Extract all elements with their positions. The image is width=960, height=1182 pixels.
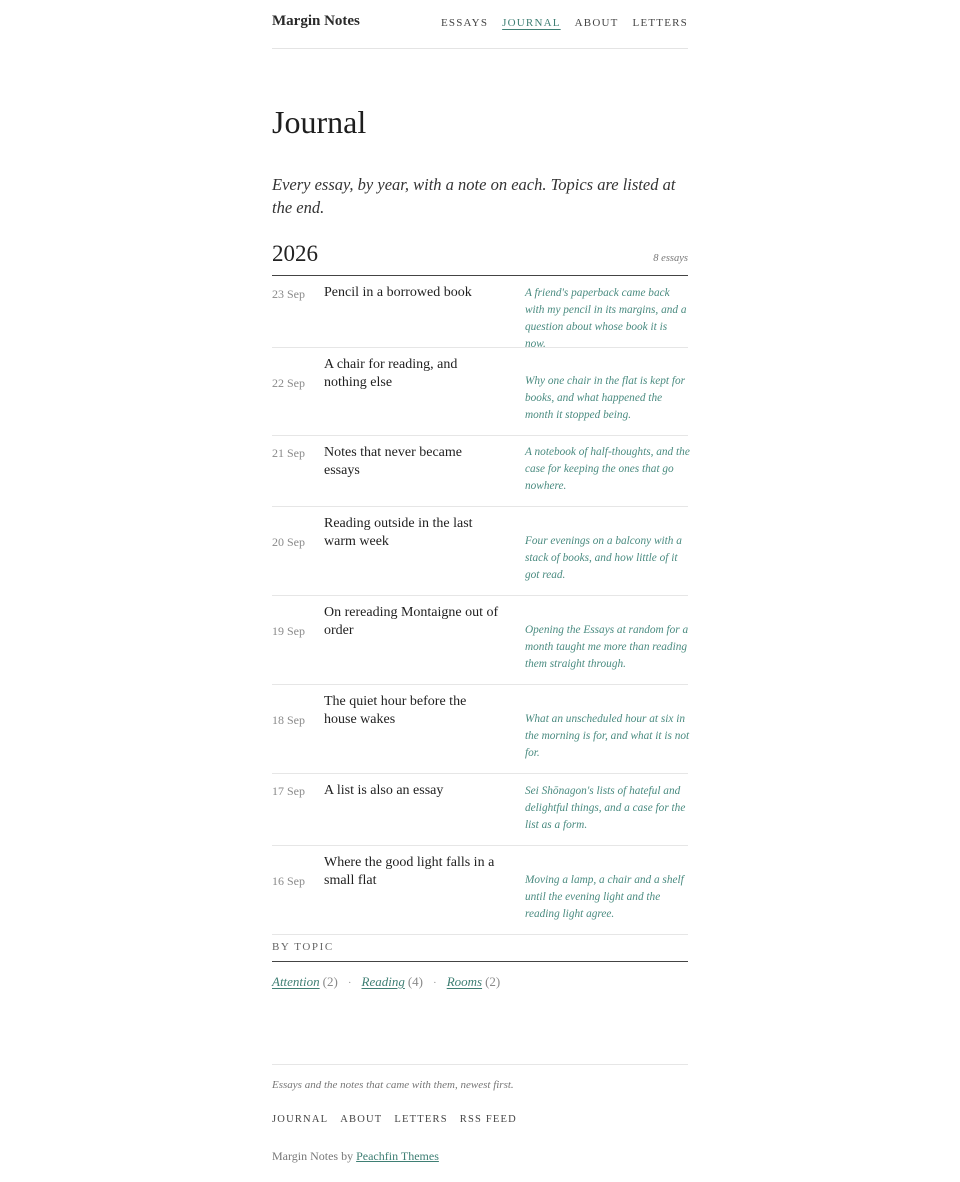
year-heading-row — [272, 241, 688, 276]
nav-about[interactable]: ABOUT — [574, 17, 619, 29]
entry-list — [272, 276, 688, 935]
entry-date: 20 Sep — [272, 535, 305, 549]
entry-note: A friend's paperback came back with my pencil in its margins, and a question about whose book it is now. — [525, 287, 687, 350]
entry-title-link[interactable]: Pencil in a borrowed book — [324, 285, 472, 300]
entry-date: 21 Sep — [272, 446, 305, 460]
year-label: 2026 — [272, 241, 318, 266]
nav-journal[interactable]: JOURNAL — [502, 17, 561, 29]
entry-date: 16 Sep — [272, 874, 305, 888]
nav-essays[interactable]: ESSAYS — [440, 17, 489, 29]
entry-row — [272, 596, 688, 685]
entry-row — [272, 436, 688, 507]
year-essay-count: 8 essays — [653, 253, 688, 264]
topic-count: (4) — [407, 974, 424, 989]
entry-date: 17 Sep — [272, 784, 305, 798]
entry-date: 19 Sep — [272, 624, 305, 638]
footer-nav-letters[interactable]: LETTERS — [394, 1114, 448, 1125]
entry-row — [272, 507, 688, 596]
topic-list — [272, 974, 500, 990]
site-brand-link[interactable]: Margin Notes — [272, 13, 360, 29]
page-intro: Every essay, by year, with a note on each. Topics are listed at the end. — [272, 175, 676, 217]
topic-count: (2) — [485, 974, 501, 989]
footer-credit — [272, 1149, 439, 1164]
nav-letters[interactable]: LETTERS — [632, 17, 688, 29]
entry-note: Why one chair in the flat is kept for books, and what happened the month it stopped being. — [525, 375, 686, 421]
entry-title-link[interactable]: A list is also an essay — [324, 783, 444, 798]
entry-row — [272, 774, 688, 846]
entry-title-link[interactable]: Notes that never became essays — [324, 445, 462, 478]
credit-prefix: Margin Notes by — [272, 1149, 354, 1163]
entry-note: Moving a lamp, a chair and a shelf until the evening light and the reading light agree. — [525, 874, 684, 920]
footer-nav-journal[interactable]: JOURNAL — [272, 1114, 329, 1125]
entry-title-link[interactable]: The quiet hour before the house wakes — [324, 694, 467, 727]
site-header — [272, 0, 688, 49]
topics-heading: BY TOPIC — [272, 941, 688, 962]
entry-date: 18 Sep — [272, 713, 305, 727]
footer-nav-about[interactable]: ABOUT — [340, 1114, 383, 1125]
footer-nav-rss[interactable]: RSS FEED — [459, 1114, 517, 1125]
topic-link-rooms[interactable]: Rooms — [446, 974, 483, 989]
main-nav — [441, 17, 688, 29]
footer-nav — [272, 1114, 517, 1125]
entry-note: Opening the Essays at random for a month taught me more than reading them straight through. — [525, 624, 689, 670]
entry-note: Sei Shōnagon's lists of hateful and delightful things, and a case for the list as a form. — [525, 785, 686, 831]
entry-title-link[interactable]: A chair for reading, and nothing else — [324, 357, 458, 390]
entry-row — [272, 846, 688, 935]
entry-date: 22 Sep — [272, 376, 305, 390]
entry-row — [272, 685, 688, 774]
entry-title-link[interactable]: Reading outside in the last warm week — [324, 516, 473, 549]
entry-title-link[interactable]: Where the good light falls in a small flat — [324, 855, 495, 888]
entry-title-link[interactable]: On rereading Montaigne out of order — [324, 605, 499, 638]
page-container — [272, 0, 690, 1163]
topic-separator: · — [433, 977, 437, 989]
entry-row — [272, 348, 688, 436]
entry-note: What an unscheduled hour at six in the morning is for, and what it is not for. — [525, 713, 690, 759]
topic-item — [272, 974, 338, 990]
topic-item — [362, 974, 424, 990]
topic-link-reading[interactable]: Reading — [361, 974, 405, 989]
entry-date: 23 Sep — [272, 287, 305, 301]
entry-note: A notebook of half-thoughts, and the case for keeping the ones that go nowhere. — [525, 446, 690, 492]
entry-row — [272, 276, 688, 348]
site-footer — [272, 1064, 688, 1163]
topic-item — [447, 974, 501, 990]
topic-count: (2) — [322, 974, 338, 989]
topic-separator: · — [347, 977, 352, 989]
footer-note: Essays and the notes that came with them, newest first. — [272, 1079, 514, 1091]
topic-link-attention[interactable]: Attention — [272, 974, 320, 989]
credit-link[interactable]: Peachfin Themes — [356, 1149, 439, 1163]
entry-note: Four evenings on a balcony with a stack of books, and how little of it got read. — [525, 535, 682, 581]
page-title: Journal — [272, 104, 367, 140]
